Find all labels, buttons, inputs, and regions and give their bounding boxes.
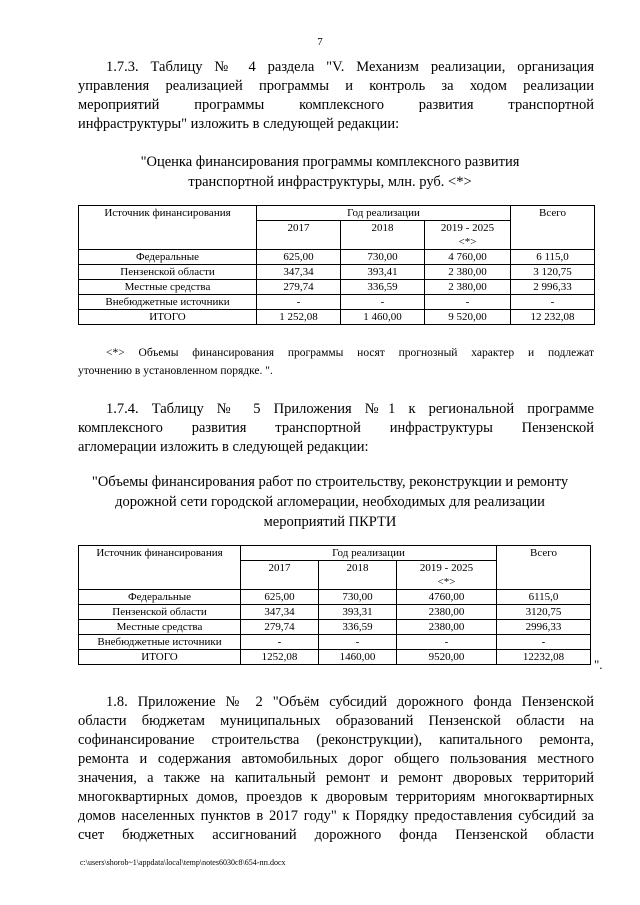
table-total-row [79,650,591,665]
title-line: дорожной сети городской агломерации, необходимых для реализации [115,494,545,510]
paragraph-line: 1.8. Приложение № 2 "Объём субсидий дорожного фонда Пензенской [106,694,594,710]
cell-total: 12232,08 [497,650,591,665]
paragraph-line: софинансирование строительства (реконструкции), капитального ремонта, [78,732,594,748]
header-total: Всего [511,206,595,250]
header-year-2017: 2017 [241,561,319,590]
cell-source: Федеральные [79,250,257,265]
paragraph-line: агломерации изложить в следующей редакции: [78,439,369,455]
cell-total: 6 115,0 [511,250,595,265]
cell-total: 12 232,08 [511,310,595,325]
cell-total: - [511,295,595,310]
cell-2019-2025: 9 520,00 [425,310,511,325]
footnote-line: уточнению в установленном порядке. ". [78,365,273,377]
header-year-2018: 2018 [341,221,425,250]
paragraph-line: комплексного развития транспортной инфраструктуры Пензенской [78,420,594,436]
cell-2017: 279,74 [241,620,319,635]
header-year-2019-2025 [397,561,497,590]
cell-2017: 1252,08 [241,650,319,665]
paragraph-line: инфраструктуры" изложить в следующей редакции: [78,116,400,132]
title-line: "Объемы финансирования работ по строительству, реконструкции и ремонту [91,474,569,490]
cell-2018: 393,31 [319,605,397,620]
footer-file-path: c:\users\shorob~1\appdata\local\temp\notes6030c8\654-пп.docx [80,858,286,867]
cell-total: 2 996,33 [511,280,595,295]
year-range: 2019 - 2025 [419,562,474,574]
cell-source: Пензенской области [79,605,241,620]
table-row [79,590,591,605]
title-line: "Оценка финансирования программы комплексного развития [140,154,520,170]
header-period: Год реализации [257,206,511,221]
cell-source: Местные средства [79,620,241,635]
cell-2018: 730,00 [319,590,397,605]
cell-2018: - [319,635,397,650]
cell-2017: 347,34 [257,265,341,280]
table-header-row [79,546,591,561]
table-row [79,620,591,635]
section-1-7-3-paragraph [78,58,594,134]
table-row [79,605,591,620]
cell-total: 3120,75 [497,605,591,620]
header-year-2018: 2018 [319,561,397,590]
cell-2017: 625,00 [257,250,341,265]
cell-2017: - [241,635,319,650]
cell-2018: 1 460,00 [341,310,425,325]
table-row [79,250,595,265]
cell-total: 2996,33 [497,620,591,635]
table-row [79,265,595,280]
cell-2019-2025: 2380,00 [397,605,497,620]
cell-2018: 1460,00 [319,650,397,665]
cell-source: Пензенской области [79,265,257,280]
cell-2019-2025: 4 760,00 [425,250,511,265]
cell-2017: - [257,295,341,310]
table-total-row [79,310,595,325]
table-row [79,635,591,650]
cell-source: Внебюджетные источники [79,295,257,310]
header-year-2017: 2017 [257,221,341,250]
paragraph-line: 1.7.4. Таблицу № 5 Приложения №1 к региональной программе [106,401,594,417]
paragraph-line: домов населенных пунктов в 2017 году" к Порядку предоставления субсидий за [78,808,594,824]
paragraph-line: области бюджетам муниципальных образований Пензенской области на [78,713,594,729]
cell-2018: 336,59 [319,620,397,635]
cell-source: Федеральные [79,590,241,605]
year-range: 2019 - 2025 [440,222,495,234]
cell-total: - [497,635,591,650]
cell-2017: 347,34 [241,605,319,620]
table-row [79,295,595,310]
paragraph-line: управления реализацией программы и контроль за ходом реализации [78,78,594,94]
cell-2017: 1 252,08 [257,310,341,325]
year-note: <*> [458,236,477,248]
table-header-row [79,206,595,221]
cell-source: ИТОГО [79,650,241,665]
table4-financing [78,205,595,325]
paragraph-line: 1.7.3. Таблицу № 4 раздела "V. Механизм реализации, организация [106,59,594,75]
header-year-2019-2025 [425,221,511,250]
cell-total: 3 120,75 [511,265,595,280]
section-1-7-4-paragraph [78,400,594,457]
title-line: транспортной инфраструктуры, млн. руб. <*> [188,174,472,190]
cell-total: 6115,0 [497,590,591,605]
cell-2018: - [341,295,425,310]
cell-2017: 625,00 [241,590,319,605]
header-total: Всего [497,546,591,590]
cell-2019-2025: 9520,00 [397,650,497,665]
year-note: <*> [437,576,456,588]
cell-2019-2025: 2380,00 [397,620,497,635]
header-period: Год реализации [241,546,497,561]
paragraph-line: мероприятий программы комплексного развития транспортной [78,97,594,113]
cell-source: Местные средства [79,280,257,295]
table4-title [70,152,590,192]
table5-financing [78,545,591,665]
cell-2019-2025: 4760,00 [397,590,497,605]
paragraph-line: ремонта и содержания автомобильных дорог общего пользования местного [78,751,594,767]
cell-2019-2025: 2 380,00 [425,280,511,295]
paragraph-line: значения, а также на капитальный ремонт и ремонт дворовых территорий [78,770,594,786]
cell-source: ИТОГО [79,310,257,325]
footnote-line: <*> Объемы финансирования программы носят прогнозный характер и подлежат [106,347,594,359]
table4-footnote [78,344,594,380]
section-1-8-paragraph [78,693,594,845]
cell-2018: 730,00 [341,250,425,265]
cell-2018: 336,59 [341,280,425,295]
cell-2017: 279,74 [257,280,341,295]
paragraph-line: счет бюджетных ассигнований дорожного фонда Пензенской области [78,827,594,843]
cell-2019-2025: 2 380,00 [425,265,511,280]
closing-quote: ". [594,657,603,672]
page-number: 7 [317,36,323,48]
cell-2019-2025: - [397,635,497,650]
table-row [79,280,595,295]
cell-2019-2025: - [425,295,511,310]
header-source: Источник финансирования [79,206,257,250]
cell-source: Внебюджетные источники [79,635,241,650]
paragraph-line: многоквартирных домов, проездов к дворовым территориям многоквартирных [78,789,594,805]
title-line: мероприятий ПКРТИ [263,514,397,530]
header-source: Источник финансирования [79,546,241,590]
cell-2018: 393,41 [341,265,425,280]
table5-title [70,472,590,532]
